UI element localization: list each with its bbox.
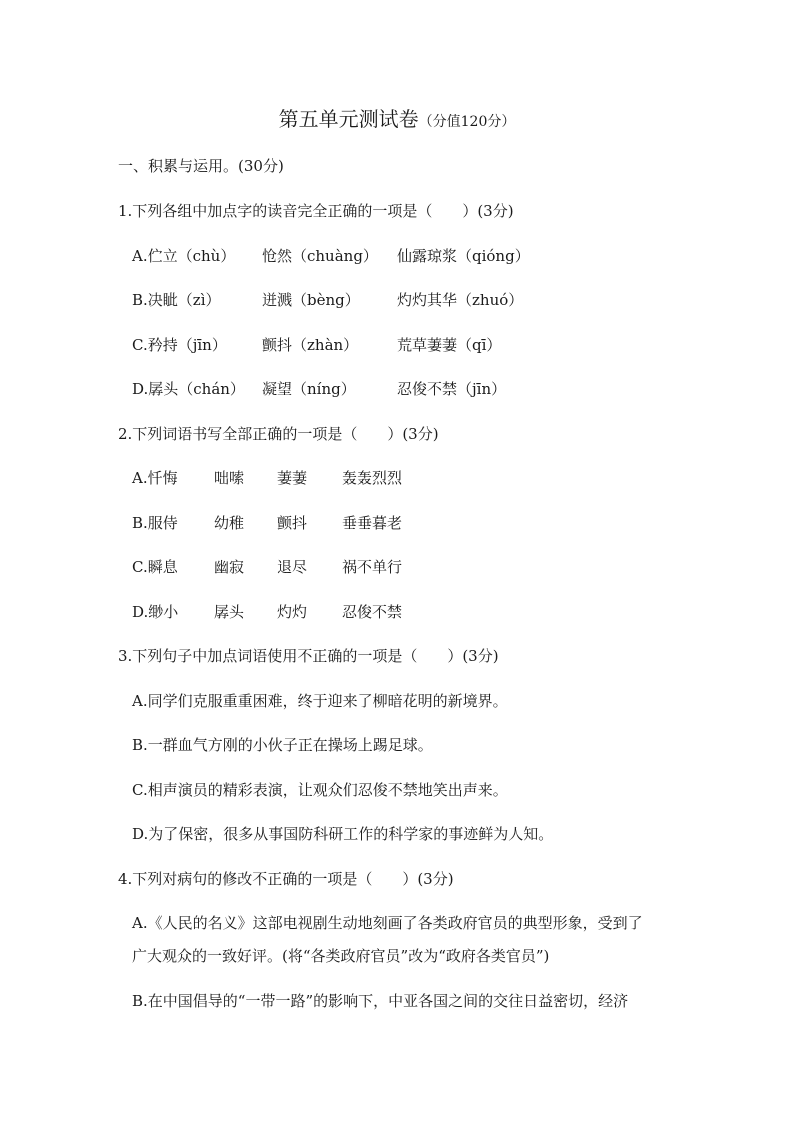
q2-option-a-2: 咄嗦 — [214, 469, 245, 487]
section-heading: 一、积累与运用。(30分) — [118, 157, 284, 175]
q1-option-b-2: 迸溅（bèng） — [262, 291, 360, 309]
q2-option-d-2: 孱头 — [214, 603, 245, 621]
q2-option-a-1: A.忏悔 — [132, 469, 178, 487]
q1-option-a-1: A.伫立（chù） — [132, 247, 236, 265]
q3-option-a: A.同学们克服重重困难，终于迎来了柳暗花明的新境界。 — [132, 692, 508, 710]
q3-option-b: B.一群血气方刚的小伙子正在操场上踢足球。 — [132, 736, 433, 754]
question-3-stem: 3.下列句子中加点词语使用不正确的一项是（ ）(3分) — [118, 647, 499, 665]
q2-option-b-3: 颤抖 — [277, 514, 308, 532]
q1-option-d-1: D.孱头（chán） — [132, 380, 245, 398]
q4-option-a-line1: A.《人民的名义》这部电视剧生动地刻画了各类政府官员的典型形象，受到了 — [132, 914, 643, 932]
q2-option-a-4: 轰轰烈烈 — [342, 469, 403, 487]
q1-option-a-3: 仙露琼浆（qióng） — [397, 247, 530, 265]
q2-option-c-4: 祸不单行 — [342, 558, 403, 576]
q2-option-c-3: 退尽 — [277, 558, 308, 576]
q2-option-b-2: 幼稚 — [214, 514, 245, 532]
q1-option-c-2: 颤抖（zhàn） — [262, 336, 359, 354]
question-1-stem: 1.下列各组中加点字的读音完全正确的一项是（ ）(3分) — [118, 202, 514, 220]
q2-option-d-4: 忍俊不禁 — [342, 603, 403, 621]
q1-option-a-2: 怆然（chuàng） — [262, 247, 378, 265]
q1-option-c-3: 荒草萋萋（qī） — [397, 336, 502, 354]
q2-option-d-1: D.缈小 — [132, 603, 179, 621]
q4-option-b-line1: B.在中国倡导的“一带一路”的影响下，中亚各国之间的交往日益密切，经济 — [132, 992, 629, 1010]
q2-option-c-1: C.瞬息 — [132, 558, 178, 576]
q3-option-d: D.为了保密，很多从事国防科研工作的科学家的事迹鲜为人知。 — [132, 825, 554, 843]
q2-option-b-1: B.服侍 — [132, 514, 178, 532]
q2-option-c-2: 幽寂 — [214, 558, 245, 576]
q4-option-a-line2: 广大观众的一致好评。(将“各类政府官员”改为“政府各类官员”) — [132, 947, 550, 965]
q2-option-a-3: 萋萋 — [277, 469, 308, 487]
title-main: 第五单元测试卷 — [278, 107, 419, 131]
q2-option-b-4: 垂垂暮老 — [342, 514, 403, 532]
q1-option-b-3: 灼灼其华（zhuó） — [397, 291, 524, 309]
title-score: （分值120分） — [418, 114, 516, 130]
q1-option-d-2: 凝望（níng） — [262, 380, 356, 398]
page-title — [0, 105, 794, 136]
q1-option-b-1: B.决眦（zì） — [132, 291, 221, 309]
q3-option-c: C.相声演员的精彩表演，让观众们忍俊不禁地笑出声来。 — [132, 781, 508, 799]
question-2-stem: 2.下列词语书写全部正确的一项是（ ）(3分) — [118, 425, 439, 443]
q1-option-c-1: C.矜持（jīn） — [132, 336, 227, 354]
q2-option-d-3: 灼灼 — [277, 603, 308, 621]
q1-option-d-3: 忍俊不禁（jīn） — [397, 380, 507, 398]
question-4-stem: 4.下列对病句的修改不正确的一项是（ ）(3分) — [118, 870, 454, 888]
